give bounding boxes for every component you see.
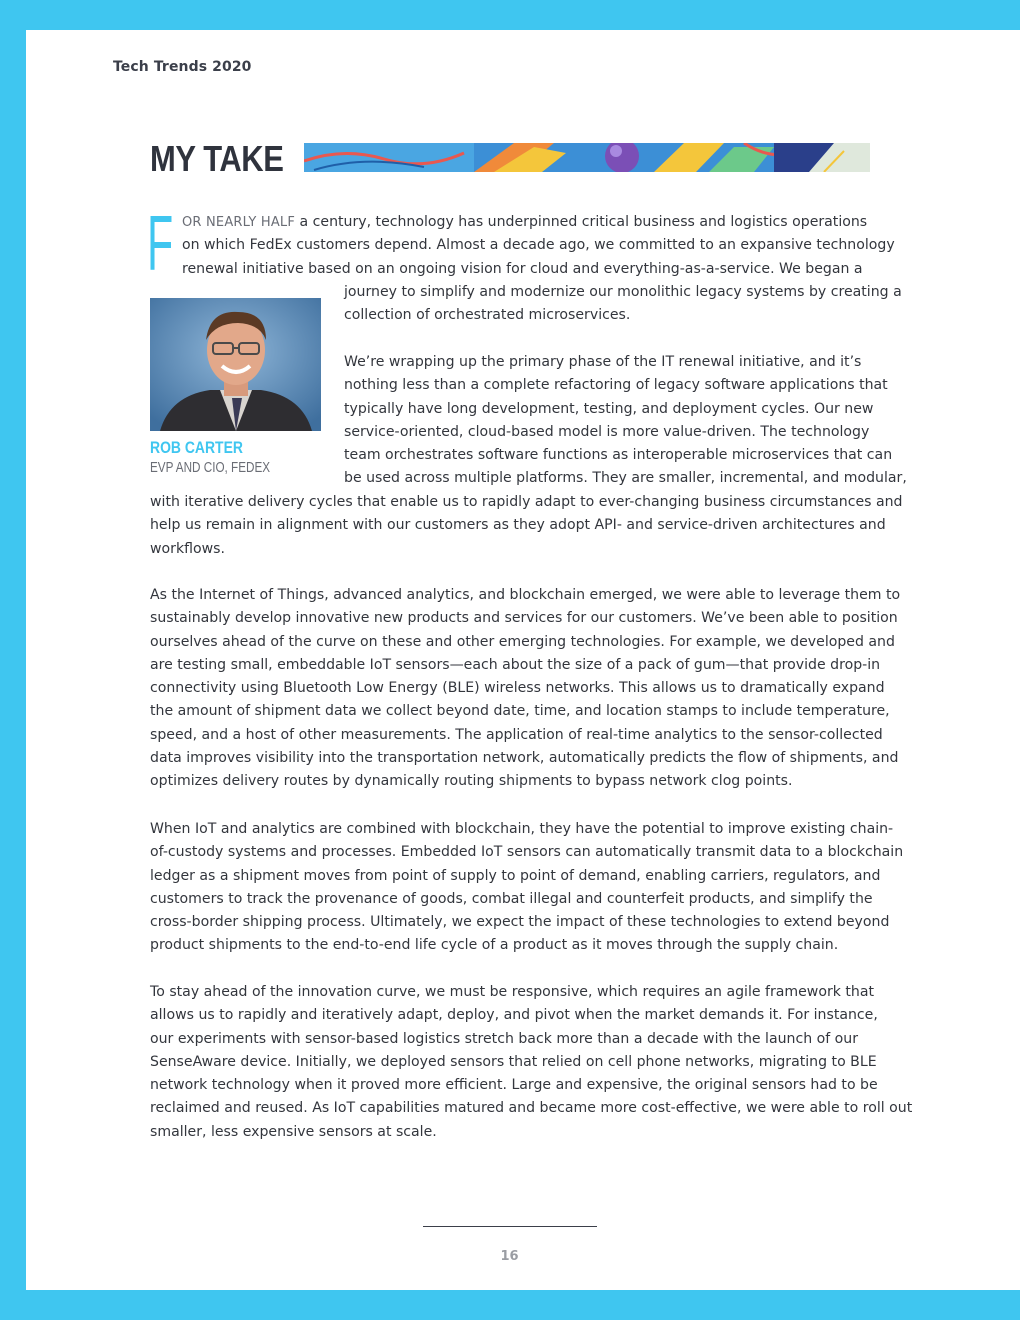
author-name: ROB CARTER xyxy=(150,438,243,457)
text-line: nothing less than a complete refactoring of legacy software applications that xyxy=(344,377,888,394)
paragraph-4 xyxy=(150,818,904,958)
text-line: sustainably develop innovative new products and services for our customers. We’ve been able to position xyxy=(150,610,898,627)
author-photo xyxy=(150,298,321,431)
page-number: 16 xyxy=(500,1249,519,1264)
text-line: of-custody systems and processes. Embedded IoT sensors can automatically transmit data to a blockchain xyxy=(150,844,904,861)
text-line: smaller, less expensive sensors at scale. xyxy=(150,1123,437,1140)
text-line: customers to track the provenance of goods, combat illegal and counterfeit products, and simplify the xyxy=(150,890,873,907)
text-line: collection of orchestrated microservices. xyxy=(344,307,631,324)
lead-line-rest: a century, technology has underpinned critical business and logistics operations xyxy=(295,214,868,230)
text-line: cross-border shipping process. Ultimately, we expect the impact of these technologies to extend beyond xyxy=(150,914,890,931)
running-head-title: Tech Trends 2020 xyxy=(113,59,252,75)
page xyxy=(26,30,1020,1290)
lead-line xyxy=(182,211,872,234)
text-line: journey to simplify and modernize our monolithic legacy systems by creating a xyxy=(344,284,902,300)
text-line: be used across multiple platforms. They are smaller, incremental, and modular, xyxy=(344,470,907,487)
lead-line: on which FedEx customers depend. Almost a decade ago, we committed to an expansive technology xyxy=(182,237,895,254)
text-line: When IoT and analytics are combined with blockchain, they have the potential to improve existing chain- xyxy=(150,821,894,837)
text-line: We’re wrapping up the primary phase of the IT renewal initiative, and it’s xyxy=(344,354,862,370)
text-line: speed, and a host of other measurements. The application of real-time analytics to the sensor-collected xyxy=(150,726,883,743)
paragraph-2-full xyxy=(150,491,903,561)
text-line: allows us to rapidly and iteratively adapt, deploy, and pivot when the market demands it. For instance, xyxy=(150,1007,878,1024)
lead-caps: OR NEARLY HALF xyxy=(182,215,296,230)
text-line: the amount of shipment data we collect beyond date, time, and location stamps to include temperature, xyxy=(150,703,890,720)
drop-cap: F xyxy=(147,199,174,287)
lead-paragraph xyxy=(182,211,895,281)
text-line: help us remain in alignment with our customers as they adopt API- and service-driven architectures and xyxy=(150,517,886,534)
paragraph-5 xyxy=(150,981,913,1144)
text-line: our experiments with sensor-based logistics stretch back more than a decade with the launch of our xyxy=(150,1030,859,1047)
text-line: ledger as a shipment moves from point of supply to point of demand, enabling carriers, regulators, and xyxy=(150,867,881,884)
text-line: workflows. xyxy=(150,540,225,557)
text-line: SenseAware device. Initially, we deployed sensors that relied on cell phone networks, migrating to BLE xyxy=(150,1053,877,1070)
portrait-image xyxy=(150,298,321,431)
text-line: team orchestrates software functions as interoperable microservices that can xyxy=(344,447,893,464)
text-line: with iterative delivery cycles that enable us to rapidly adapt to ever-changing business circumstances and xyxy=(150,494,903,510)
decorative-banner xyxy=(304,143,870,172)
lead-line: renewal initiative based on an ongoing vision for cloud and everything-as-a-service. We began a xyxy=(182,260,863,277)
text-line: data improves visibility into the transportation network, automatically predicts the flow of shipments, and xyxy=(150,750,899,767)
text-line: typically have long development, testing, and deployment cycles. Our new xyxy=(344,400,874,417)
text-line: reclaimed and reused. As IoT capabilities matured and became more cost-effective, we were able to roll out xyxy=(150,1100,913,1117)
author-title: EVP AND CIO, FEDEX xyxy=(150,459,271,476)
text-line: network technology when it proved more efficient. Large and expensive, the original sensors had to be xyxy=(150,1077,878,1094)
text-line: ourselves ahead of the curve on these and other emerging technologies. For example, we developed and xyxy=(150,633,895,650)
footer-divider xyxy=(423,1226,597,1227)
text-line: To stay ahead of the innovation curve, we must be responsive, which requires an agile framework that xyxy=(150,984,875,1000)
paragraph-3 xyxy=(150,584,901,794)
banner-artwork xyxy=(304,143,870,172)
paragraph-1-continued xyxy=(344,281,904,328)
text-line: connectivity using Bluetooth Low Energy (BLE) wireless networks. This allows us to dramatically expand xyxy=(150,680,885,697)
paragraph-2-beside-photo xyxy=(344,351,907,491)
text-line: As the Internet of Things, advanced analytics, and blockchain emerged, we were able to leverage them to xyxy=(150,587,901,603)
text-line: are testing small, embeddable IoT sensors—each about the size of a pack of gum—that provide drop-in xyxy=(150,656,881,673)
text-line: optimizes delivery routes by dynamically routing shipments to bypass network clog points. xyxy=(150,773,793,790)
text-line: service-oriented, cloud-based model is more value-driven. The technology xyxy=(344,423,870,440)
section-heading: MY TAKE xyxy=(150,138,284,179)
text-line: product shipments to the end-to-end life cycle of a product as it moves through the supply chain. xyxy=(150,937,839,954)
